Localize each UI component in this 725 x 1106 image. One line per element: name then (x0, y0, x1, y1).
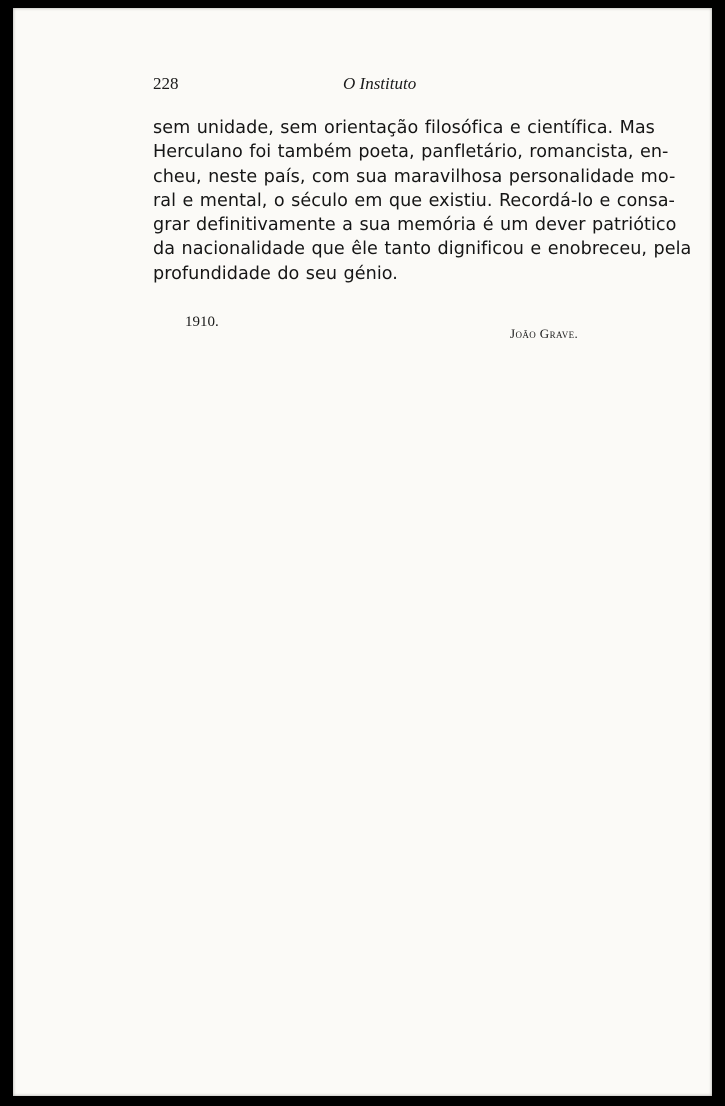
page-header (153, 74, 619, 96)
text-line: ral e mental, o século em que existiu. Recordá-lo e consa- (153, 190, 675, 211)
running-title: O Instituto (343, 74, 417, 93)
text-line: da nacionalidade que êle tanto dignificou e enobreceu, pela (153, 239, 692, 260)
text-line: profundidade do seu génio. (153, 263, 398, 284)
page-number: 228 (153, 74, 179, 93)
text-line: cheu, neste país, com sua maravilhosa personalidade mo- (153, 166, 676, 187)
document-page (13, 8, 712, 1096)
text-line: sem unidade, sem orientação filosófica e científica. Mas (153, 118, 655, 138)
author-signature: João Grave. (510, 326, 579, 341)
text-line: Herculano foi também poeta, panfletário, romancista, en- (153, 142, 669, 163)
closing-date: 1910. (185, 314, 219, 330)
body-paragraph (153, 116, 692, 286)
text-line: grar definitivamente a sua memória é um dever patriótico (153, 215, 677, 236)
